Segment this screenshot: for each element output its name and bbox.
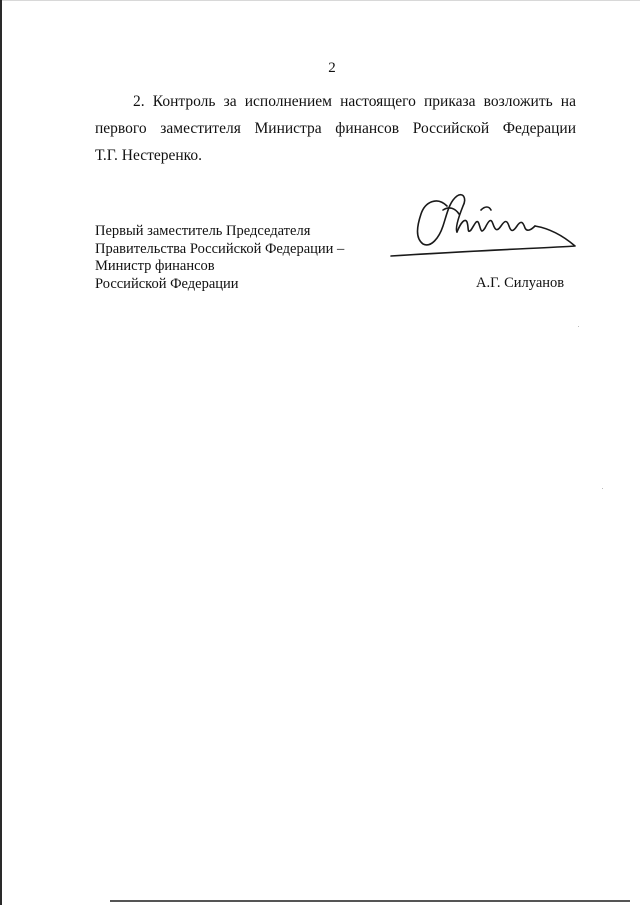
signatory-name: А.Г. Силуанов (476, 275, 565, 291)
body-paragraph-line-3: Т.Г. Нестеренко. (95, 147, 203, 164)
scan-speck (602, 488, 603, 489)
signatory-position (95, 223, 344, 293)
body-paragraph-line-2: первого заместителя Министра финансов Российской Федерации (95, 120, 576, 137)
scan-edge-left (0, 0, 2, 905)
scan-edge-bottom (110, 900, 630, 902)
scan-edge-top (0, 0, 640, 1)
signatory-position-line: Российской Федерации (95, 275, 239, 292)
body-paragraph-line-1: 2. Контроль за исполнением настоящего приказа возложить на (133, 93, 576, 110)
signatory-position-line: Министр финансов (95, 258, 215, 274)
handwritten-signature (385, 188, 580, 260)
signatory-position-line: Первый заместитель Председателя (95, 223, 311, 239)
page-number: 2 (328, 60, 336, 76)
signatory-position-line: Правительства Российской Федерации – (95, 240, 345, 257)
scan-speck (578, 326, 579, 327)
